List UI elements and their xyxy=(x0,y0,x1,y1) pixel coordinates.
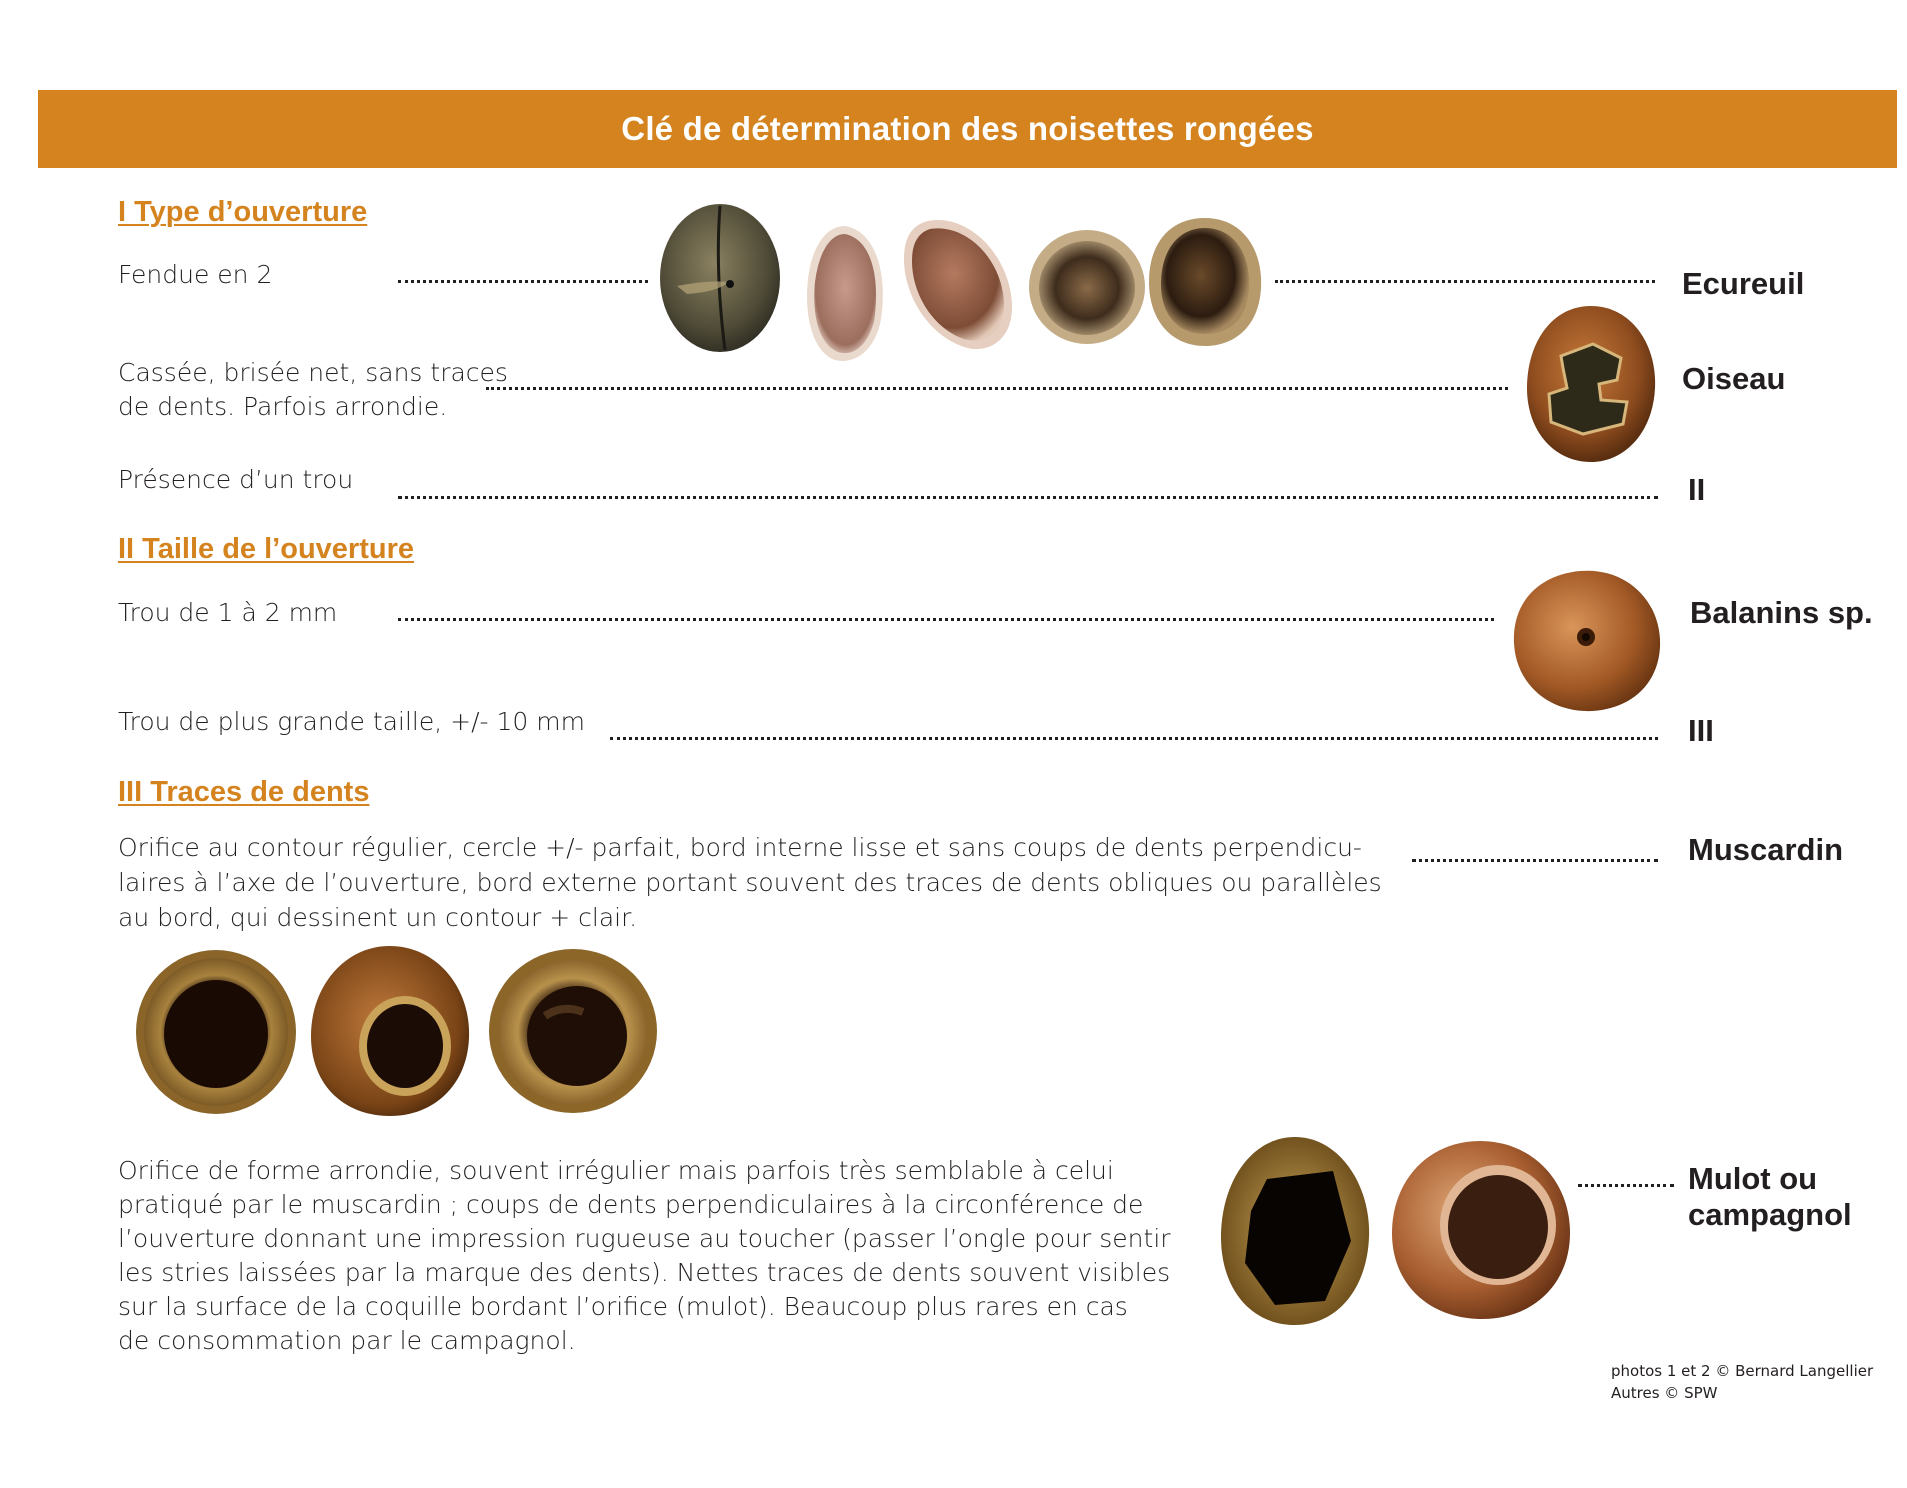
split-nut-whole-icon xyxy=(657,202,784,354)
result-mulot-line2: campagnol xyxy=(1688,1197,1852,1232)
leader-dots xyxy=(398,618,1494,621)
result-balanins: Balanins sp. xyxy=(1690,595,1873,630)
leader-dots xyxy=(398,280,648,283)
dormouse-nut-icon xyxy=(133,948,299,1116)
result-iii: III xyxy=(1688,713,1714,748)
dormouse-nut-icon xyxy=(487,946,659,1116)
criterion-fendue: Fendue en 2 xyxy=(118,260,273,289)
section-heading-taille-ouverture: II Taille de l’ouverture xyxy=(118,533,414,565)
leader-dots xyxy=(398,496,1658,499)
criterion-mulot-line3: l’ouverture donnant une impression rugueuse au toucher (passer l’ongle pour sentir xyxy=(118,1224,1171,1253)
photo-credit-line1: photos 1 et 2 © Bernard Langellier xyxy=(1611,1362,1874,1380)
criterion-trou: Présence d’un trou xyxy=(118,465,354,494)
dormouse-nut-icon xyxy=(305,942,475,1120)
split-nut-half-dark-icon xyxy=(1145,216,1265,348)
vole-nut-icon xyxy=(1388,1137,1574,1323)
criterion-mulot-line4: les stries laissées par la marque des dents). Nettes traces de dents souvent visibles xyxy=(118,1258,1171,1287)
mouse-nut-icon xyxy=(1215,1133,1375,1329)
split-nut-half-outside-icon xyxy=(898,215,1018,355)
result-oiseau: Oiseau xyxy=(1682,361,1786,396)
criterion-muscardin-line3: au bord, qui dessinent un contour + clair. xyxy=(118,903,638,932)
section-heading-traces-dents: III Traces de dents xyxy=(118,776,370,808)
criterion-mulot-line6: de consommation par le campagnol. xyxy=(118,1326,576,1355)
leader-dots xyxy=(1578,1184,1674,1187)
page-title: Clé de détermination des noisettes rongées xyxy=(621,110,1314,147)
criterion-mulot-line1: Orifice de forme arrondie, souvent irrégulier mais parfois très semblable à celui xyxy=(118,1156,1114,1185)
title-banner xyxy=(38,90,1897,168)
split-nut-half-dark-icon xyxy=(1027,228,1147,346)
bird-broken-nut-icon xyxy=(1521,304,1661,464)
criterion-trou-grand: Trou de plus grande taille, +/- 10 mm xyxy=(118,707,585,736)
result-ecureuil: Ecureuil xyxy=(1682,266,1805,301)
criterion-cassee-line1: Cassée, brisée net, sans traces xyxy=(118,358,508,387)
result-ii: II xyxy=(1688,472,1706,507)
criterion-mulot-line2: pratiqué par le muscardin ; coups de dents perpendiculaires à la circonférence de xyxy=(118,1190,1144,1219)
result-mulot-line1: Mulot ou xyxy=(1688,1161,1818,1196)
result-muscardin: Muscardin xyxy=(1688,832,1844,867)
criterion-trou-petit: Trou de 1 à 2 mm xyxy=(118,598,338,627)
section-heading-type-ouverture: I Type d’ouverture xyxy=(118,196,368,228)
leader-dots xyxy=(1412,859,1658,862)
criterion-cassee-line2: de dents. Parfois arrondie. xyxy=(118,392,448,421)
leader-dots xyxy=(1275,280,1655,283)
criterion-mulot-line5: sur la surface de la coquille bordant l’orifice (mulot). Beaucoup plus rares en cas xyxy=(118,1292,1128,1321)
criterion-muscardin-line2: laires à l’axe de l’ouverture, bord externe portant souvent des traces de dents obliques ou parallèles xyxy=(118,868,1382,897)
small-hole-nut-icon xyxy=(1510,567,1664,713)
leader-dots xyxy=(486,387,1508,390)
split-nut-half-inside-icon xyxy=(800,224,890,364)
photo-credit-line2: Autres © SPW xyxy=(1611,1384,1718,1402)
leader-dots xyxy=(610,737,1658,740)
criterion-muscardin-line1: Orifice au contour régulier, cercle +/- parfait, bord interne lisse et sans coups de dents perpendicu- xyxy=(118,833,1362,862)
